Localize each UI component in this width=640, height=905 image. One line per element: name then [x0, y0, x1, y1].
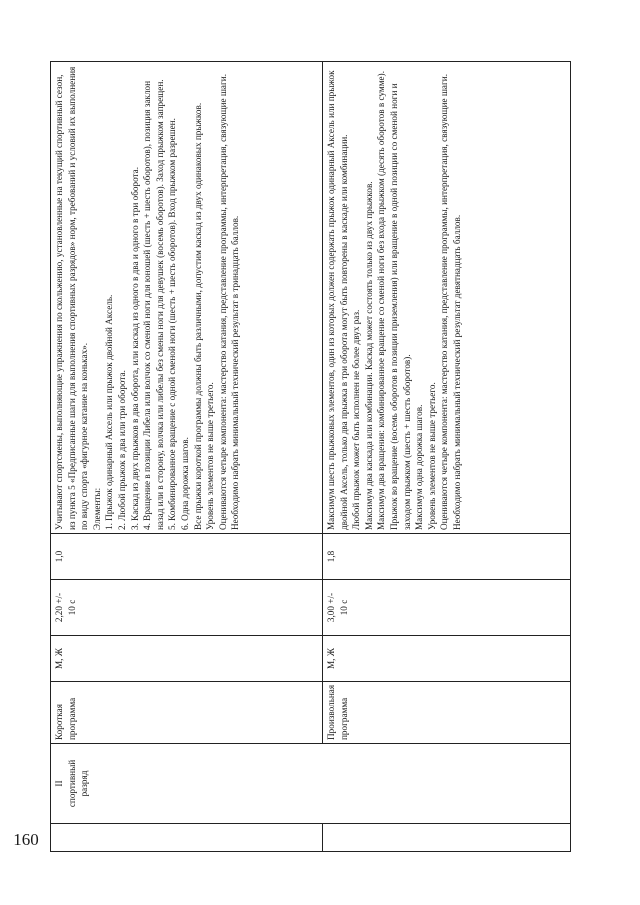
gender-cell — [51, 636, 323, 682]
table-row-short-program — [51, 62, 323, 852]
requirement-line: Максимум два каскада или комбинации. Каскад может состоять только из двух прыжков. — [363, 181, 374, 530]
page-number: 160 — [13, 830, 39, 849]
sport-rank-cell — [51, 744, 571, 824]
time-cell — [51, 580, 323, 636]
requirement-line: Оцениваются четыре компонента: мастерство катания, представление программы, интерпретация, связующие шаги. — [217, 74, 228, 530]
table-row-free-program — [323, 62, 571, 852]
blank-column — [323, 824, 571, 852]
requirement-line: 3. Каскад из двух прыжков в два оборота, или каскад из одного в два и одного в три оборота. — [129, 166, 140, 530]
factor-label: 1,8 — [326, 550, 336, 563]
requirements-cell — [51, 62, 323, 534]
requirement-line: Максимум шесть прыжковых элементов, один из которых должен содержать прыжок одинарный Аксель или прыжок двойной Аксель, только два прыжка в три оборота могут быть повторены в каскаде или комбинации. — [326, 70, 349, 530]
requirement-line: 6. Одна дорожка шагов. — [179, 437, 190, 530]
time-label: 3,00 +/- 10 с — [326, 592, 349, 623]
requirement-line: Необходимо набрать минимальный технический результат в тринадцать баллов. — [230, 215, 241, 530]
factor-cell — [323, 534, 571, 580]
requirement-line: Любой прыжок может быть исполнен не более двух раз. — [351, 309, 362, 530]
requirement-line: 4. Вращение в позиции Либела или волчок со сменой ноги для юношей (шесть + шесть оборотов), позиция заклон назад или в сторону, волчка или либелы без смены ноги для девушек (восемь оборотов). Заход прыжком запрещен. — [142, 79, 165, 530]
sport-rank-label: II спортивный разряд — [54, 759, 90, 808]
program-label: Произвольная программа — [326, 684, 349, 740]
requirement-line: Максимум одна дорожка шагов. — [414, 404, 425, 530]
requirement-line: Прыжок во вращение (восемь оборотов в позиции приземления) или вращение в одной позиции со сменой ноги и заходом прыжком (шесть + шесть оборотов). — [388, 83, 412, 530]
requirement-line: 1. Прыжок одинарный Аксель или прыжок двойной Аксель. — [104, 294, 115, 530]
requirement-line: 5. Комбинированное вращение с одной сменой ноги (шесть + шесть оборотов). Вход прыжком разрешен. — [167, 118, 178, 530]
factor-cell — [51, 534, 323, 580]
requirement-line: Все прыжки короткой программы должны быть различными, допустим каскад из двух одинаковых прыжков. — [192, 102, 203, 530]
program-label: Короткая программа — [54, 697, 77, 740]
requirements-table — [50, 61, 571, 852]
factor-label: 1,0 — [54, 550, 64, 563]
requirement-line: Уровень элементов не выше третьего. — [205, 382, 216, 530]
gender-cell — [323, 636, 571, 682]
requirement-line: Оцениваются четыре компонента: мастерство катания, представление программы, интерпретация, связующие шаги. — [439, 74, 450, 530]
gender-label: М, Ж — [54, 648, 64, 669]
requirement-line: 2. Любой прыжок в два или три оборота. — [116, 370, 127, 530]
time-cell — [323, 580, 571, 636]
requirements-cell — [323, 62, 571, 534]
time-label: 2,20 +/- 10 с — [54, 592, 77, 623]
program-cell — [323, 682, 571, 744]
rotated-table-sheet — [13, 62, 570, 852]
requirement-line: Элементы: — [91, 487, 102, 530]
requirement-line: Уровень элементов не выше третьего. — [426, 382, 437, 530]
gender-label: М, Ж — [326, 648, 336, 669]
requirement-line: Учитывают спортсмены, выполняющие упражнения по скольжению, установленные на текущий спортивный сезон, из пункта 5 «Предписанные шаги для выполнения спортивных разрядов» норм, требований и условий их выполнения по виду спорта «фигурное катание на коньках». — [54, 66, 90, 530]
blank-column — [51, 824, 323, 852]
requirement-line: Максимум два вращения: комбинированное вращение со сменой ноги без входа прыжком (десять оборотов в сумме). — [376, 71, 387, 530]
requirement-line: Необходимо набрать минимальный технический результат девятнадцать баллов. — [451, 214, 462, 530]
program-cell — [51, 682, 323, 744]
